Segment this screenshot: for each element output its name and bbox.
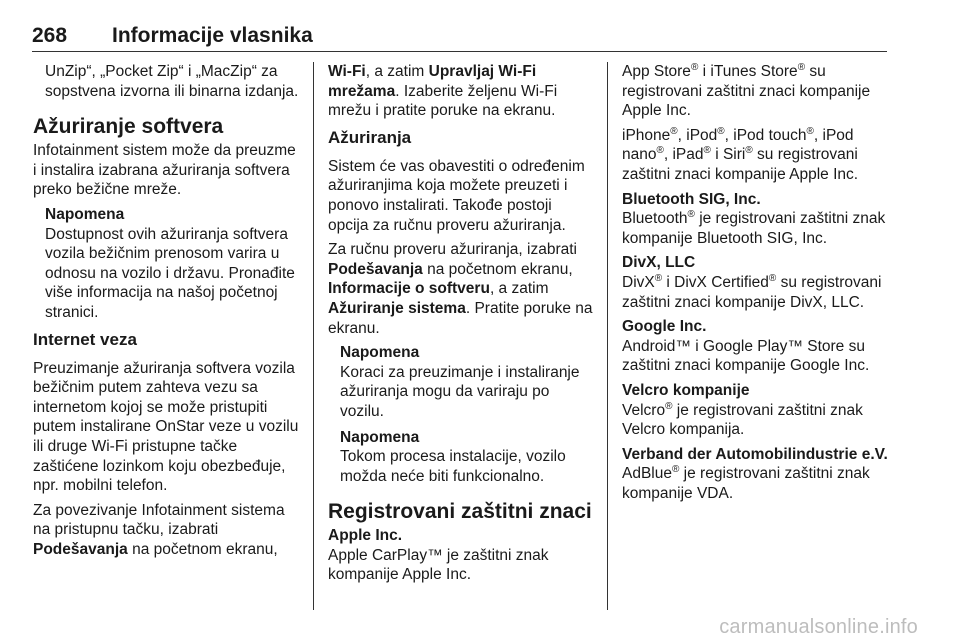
google-title: Google Inc. (622, 318, 707, 336)
paragraph-software-update: Infotainment sistem može da preuzme i instalira izabrana ažuriranja softvera preko bežične mreže. (33, 142, 296, 199)
paragraph-bluetooth: Bluetooth® je registrovani zaštitni znak kompanije Bluetooth SIG, Inc. (622, 209, 886, 247)
paragraph-connect: Za povezivanje Infotainment sistema na pristupnu tačku, izabrati Podešavanja na početnom ekranu, (33, 501, 285, 558)
paragraph-divx: DivX® i DivX Certified® su registrovani zaštitni znaci kompanije DivX, LLC. (622, 272, 882, 311)
note-text-1: Koraci za preuzimanje i instaliranje ažuriranja mogu da variraju po vozilu. (340, 363, 580, 420)
paragraph-iphone: iPhone®, iPod®, iPod touch®, iPod nano®, iPad® i Siri® su registrovani zaštitni znaci kompanije Apple Inc. (622, 125, 859, 183)
page-header (32, 24, 888, 50)
heading-trademarks: Registrovani zaštitni znaci (328, 500, 592, 524)
watermark: carmanualsonline.info (719, 616, 918, 638)
header-rule (32, 51, 887, 52)
apple-text: Apple CarPlay™ je zaštitni znak kompanije Apple Inc. (328, 546, 549, 584)
heading-software-update: Ažuriranje softvera (33, 115, 224, 139)
paragraph-wifi: Wi-Fi, a zatim Upravljaj Wi-Fi mrežama. Izaberite željenu Wi-Fi mrežu i pratite poruke na ekranu. (328, 63, 558, 120)
divx-title: DivX, LLC (622, 254, 696, 272)
paragraph-app-store: App Store® i iTunes Store® su registrovani zaštitni znaci kompanije Apple Inc. (622, 62, 871, 120)
paragraph-manual-check: Za ručnu proveru ažuriranja, izabrati Podešavanja na početnom ekranu, Informacije o softveru, a zatim Ažuriranje sistema. Pratite poruke na ekranu. (328, 241, 593, 337)
velcro-title: Velcro kompanije (622, 381, 750, 399)
paragraph-internet: Preuzimanje ažuriranja softvera vozila bežičnim putem zahteva vezu sa internetom kojoj se može pristupiti putem instalirane OnStar veze u vozilu ili druge Wi-Fi pristupne tačke zaštićene lozinkom koju obezbeđuje, npr. mobilni telefon. (33, 359, 299, 495)
bluetooth-title: Bluetooth SIG, Inc. (622, 190, 761, 208)
running-title: Informacije vlasnika (112, 24, 313, 47)
paragraph-vda: AdBlue® je registrovani zaštitni znak kompanije VDA. (622, 464, 870, 502)
bold-settings: Podešavanja (33, 540, 128, 558)
vda-title: Verband der Automobilindustrie e.V. (622, 445, 888, 463)
page-number: 268 (32, 24, 68, 47)
note-label-1: Napomena (340, 344, 420, 362)
paragraph-google: Android™ i Google Play™ Store su zaštitni znaci kompanije Google Inc. (622, 337, 870, 375)
column-3 (622, 62, 888, 508)
heading-updates: Ažuriranja (328, 127, 412, 147)
continued-text: UnZip“, „Pocket Zip“ i „MacZip“ za sopstvena izvorna ili binarna izdanja. (45, 63, 299, 100)
note-text: Dostupnost ovih ažuriranja softvera vozila bežičnim prenosom varira u odnosu na vozilo i državu. Pronađite više informacija na našoj početnoj stranici. (45, 225, 295, 321)
column-divider-2 (607, 62, 608, 610)
paragraph-updates: Sistem će vas obavestiti o određenim ažuriranjima koja možete preuzeti i ponovo instalirati. Takođe postoji opcija za ručnu proveru ažuriranja. (328, 157, 585, 234)
column-divider-1 (313, 62, 314, 610)
note-label: Napomena (45, 205, 125, 223)
heading-internet: Internet veza (33, 329, 137, 349)
note-label-2: Napomena (340, 428, 420, 446)
column-2 (328, 62, 594, 590)
column-1 (33, 62, 299, 564)
apple-title: Apple Inc. (328, 527, 403, 545)
note-text-2: Tokom procesa instalacije, vozilo možda neće biti funkcionalno. (340, 448, 566, 485)
paragraph-velcro: Velcro® je registrovani zaštitni znak Velcro kompanija. (622, 400, 863, 439)
